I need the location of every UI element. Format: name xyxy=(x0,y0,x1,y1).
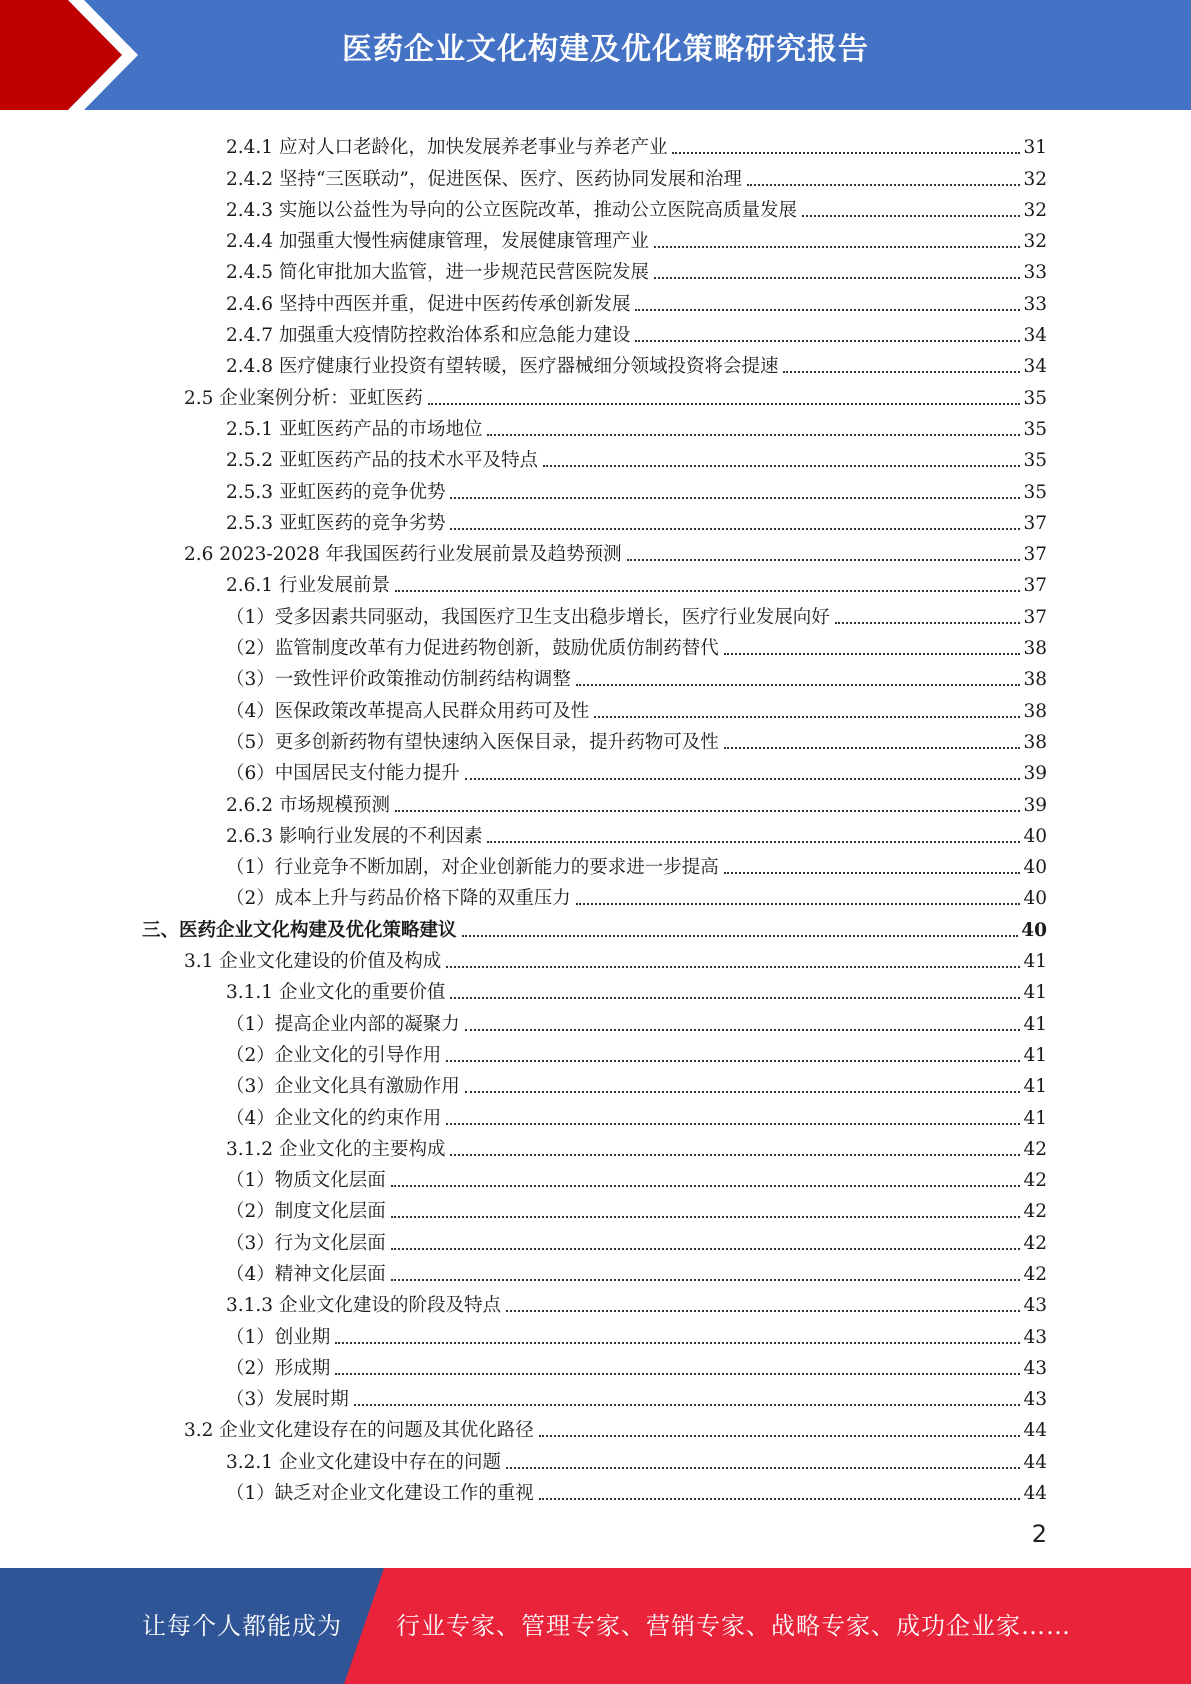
toc-entry[interactable] xyxy=(0,441,1191,472)
toc-dot-leader xyxy=(539,1497,1021,1500)
toc-entry-page: 32 xyxy=(1023,231,1047,253)
toc-entry-label: 2.4.5 简化审批加大监管，进一步规范民营医院发展 xyxy=(226,262,649,284)
toc-entry-label: （2）成本上升与药品价格下降的双重压力 xyxy=(226,888,571,910)
toc-entry-label: （2）监管制度改革有力促进药物创新，鼓励优质仿制药替代 xyxy=(226,638,719,660)
toc-dot-leader xyxy=(335,1341,1020,1344)
toc-dot-leader xyxy=(465,777,1021,780)
toc-entry-label: 2.4.6 坚持中西医并重，促进中医药传承创新发展 xyxy=(226,293,631,315)
toc-entry-page: 37 xyxy=(1023,606,1047,628)
toc-entry[interactable] xyxy=(0,1098,1191,1129)
toc-entry-page: 35 xyxy=(1023,418,1047,440)
toc-entry-label: 2.5 企业案例分析：亚虹医药 xyxy=(184,387,423,409)
toc-entry-label: （1）提高企业内部的凝聚力 xyxy=(226,1013,460,1035)
toc-entry-page: 44 xyxy=(1023,1483,1047,1505)
toc-entry[interactable] xyxy=(0,1161,1191,1192)
toc-entry-label: 2.4.8 医疗健康行业投资有望转暖，医疗器械细分领域投资将会提速 xyxy=(226,356,779,378)
toc-entry-page: 31 xyxy=(1023,137,1047,159)
toc-entry[interactable] xyxy=(0,472,1191,503)
toc-entry-label: 2.5.3 亚虹医药的竞争劣势 xyxy=(226,512,446,534)
toc-dot-leader xyxy=(446,1122,1020,1125)
toc-entry-page: 32 xyxy=(1023,199,1047,221)
document-title: 医药企业文化构建及优化策略研究报告 xyxy=(342,32,869,67)
toc-entry[interactable] xyxy=(0,378,1191,409)
toc-entry[interactable] xyxy=(0,1067,1191,1098)
toc-entry-label: （2）形成期 xyxy=(226,1357,331,1379)
toc-entry[interactable] xyxy=(0,785,1191,816)
toc-entry[interactable] xyxy=(0,723,1191,754)
toc-entry-page: 44 xyxy=(1023,1451,1047,1473)
toc-entry-page: 34 xyxy=(1023,325,1047,347)
toc-dot-leader xyxy=(747,183,1021,186)
toc-entry-label: 2.5.2 亚虹医药产品的技术水平及特点 xyxy=(226,450,538,472)
toc-dot-leader xyxy=(391,1215,1021,1218)
toc-entry[interactable] xyxy=(0,191,1191,222)
toc-entry-page: 40 xyxy=(1021,919,1047,941)
toc-entry[interactable] xyxy=(0,597,1191,628)
toc-entry[interactable] xyxy=(0,879,1191,910)
toc-entry-label: 2.5.1 亚虹医药产品的市场地位 xyxy=(226,418,483,440)
toc-entry-page: 40 xyxy=(1023,888,1047,910)
toc-entry-page: 38 xyxy=(1023,638,1047,660)
toc-entry-page: 43 xyxy=(1023,1357,1047,1379)
toc-entry-label: 2.6.2 市场规模预测 xyxy=(226,794,390,816)
toc-entry[interactable] xyxy=(0,284,1191,315)
toc-dot-leader xyxy=(446,965,1020,968)
footer-slogan-right: 行业专家、管理专家、营销专家、战略专家、成功企业家…… xyxy=(396,1612,1071,1640)
toc-dot-leader xyxy=(783,370,1020,373)
toc-dot-leader xyxy=(672,151,1020,154)
toc-entry-page: 37 xyxy=(1023,544,1047,566)
toc-entry[interactable] xyxy=(0,973,1191,1004)
toc-entry-label: （1）创业期 xyxy=(226,1326,331,1348)
toc-entry-page: 41 xyxy=(1023,982,1047,1004)
toc-entry-label: 2.6.1 行业发展前景 xyxy=(226,575,390,597)
toc-dot-leader xyxy=(802,214,1020,217)
page-footer xyxy=(0,1568,1191,1684)
toc-entry-page: 32 xyxy=(1023,168,1047,190)
toc-dot-leader xyxy=(450,1153,1020,1156)
toc-entry-page: 33 xyxy=(1023,293,1047,315)
toc-dot-leader xyxy=(391,1184,1021,1187)
toc-entry-page: 42 xyxy=(1023,1263,1047,1285)
toc-entry[interactable] xyxy=(0,1192,1191,1223)
page-number: 2 xyxy=(1031,1520,1047,1548)
toc-entry-page: 37 xyxy=(1023,512,1047,534)
toc-dot-leader xyxy=(594,715,1020,718)
toc-dot-leader xyxy=(654,245,1020,248)
toc-entry-label: 3.2.1 企业文化建设中存在的问题 xyxy=(226,1451,501,1473)
toc-entry-page: 38 xyxy=(1023,700,1047,722)
toc-entry[interactable] xyxy=(0,942,1191,973)
toc-entry-label: （1）缺乏对企业文化建设工作的重视 xyxy=(226,1483,534,1505)
toc-entry[interactable] xyxy=(0,1317,1191,1348)
toc-entry-label: 3.1.2 企业文化的主要构成 xyxy=(226,1138,446,1160)
toc-dot-leader xyxy=(543,464,1020,467)
toc-entry-label: 2.6 2023-2028 年我国医药行业发展前景及趋势预测 xyxy=(184,544,622,566)
toc-entry[interactable] xyxy=(0,504,1191,535)
toc-entry-label: （2）制度文化层面 xyxy=(226,1201,386,1223)
toc-dot-leader xyxy=(450,527,1020,530)
footer-slogan-left: 让每个人都能成为 xyxy=(142,1612,342,1640)
toc-entry-page: 40 xyxy=(1023,825,1047,847)
toc-dot-leader xyxy=(395,589,1020,592)
toc-entry-page: 33 xyxy=(1023,262,1047,284)
toc-dot-leader xyxy=(627,558,1021,561)
toc-entry-label: 三、医药企业文化构建及优化策略建议 xyxy=(142,919,457,941)
toc-entry-label: 2.4.4 加强重大慢性病健康管理，发展健康管理产业 xyxy=(226,231,649,253)
toc-entry-page: 42 xyxy=(1023,1138,1047,1160)
toc-entry[interactable] xyxy=(0,159,1191,190)
table-of-contents xyxy=(0,128,1191,1505)
toc-entry-label: 2.4.2 坚持“三医联动”，促进医保、医疗、医药协同发展和治理 xyxy=(226,168,742,190)
toc-entry-label: 3.1 企业文化建设的价值及构成 xyxy=(184,951,442,973)
toc-entry[interactable] xyxy=(0,1411,1191,1442)
toc-dot-leader xyxy=(506,1309,1020,1312)
toc-entry[interactable] xyxy=(0,660,1191,691)
toc-entry-page: 44 xyxy=(1023,1420,1047,1442)
toc-entry[interactable] xyxy=(0,253,1191,284)
toc-entry-label: （2）企业文化的引导作用 xyxy=(226,1044,442,1066)
toc-entry[interactable] xyxy=(0,1474,1191,1505)
toc-dot-leader xyxy=(724,746,1021,749)
toc-entry-page: 43 xyxy=(1023,1295,1047,1317)
toc-entry-label: （5）更多创新药物有望快速纳入医保目录，提升药物可及性 xyxy=(226,731,719,753)
toc-entry-label: （6）中国居民支付能力提升 xyxy=(226,763,460,785)
toc-dot-leader xyxy=(465,1090,1021,1093)
toc-dot-leader xyxy=(576,683,1021,686)
toc-entry-label: （1）物质文化层面 xyxy=(226,1170,386,1192)
toc-dot-leader xyxy=(506,1466,1020,1469)
toc-entry[interactable] xyxy=(0,1223,1191,1254)
toc-entry[interactable] xyxy=(0,1036,1191,1067)
toc-entry-page: 40 xyxy=(1023,857,1047,879)
toc-entry[interactable] xyxy=(0,1380,1191,1411)
toc-entry-page: 42 xyxy=(1023,1170,1047,1192)
toc-entry-label: （4）企业文化的约束作用 xyxy=(226,1107,442,1129)
toc-entry-label: （1）行业竞争不断加剧，对企业创新能力的要求进一步提高 xyxy=(226,857,719,879)
toc-entry-page: 35 xyxy=(1023,450,1047,472)
toc-entry[interactable] xyxy=(0,754,1191,785)
toc-entry-label: 3.2 企业文化建设存在的问题及其优化路径 xyxy=(184,1420,534,1442)
toc-entry[interactable] xyxy=(0,691,1191,722)
toc-entry-page: 41 xyxy=(1023,1076,1047,1098)
toc-dot-leader xyxy=(446,1059,1020,1062)
toc-dot-leader xyxy=(391,1278,1021,1281)
toc-entry-page: 39 xyxy=(1023,763,1047,785)
toc-entry-label: （3）一致性评价政策推动仿制药结构调整 xyxy=(226,669,571,691)
toc-dot-leader xyxy=(395,809,1020,812)
toc-dot-leader xyxy=(635,339,1020,342)
toc-dot-leader xyxy=(450,496,1020,499)
toc-entry[interactable] xyxy=(0,629,1191,660)
toc-entry-page: 43 xyxy=(1023,1389,1047,1411)
toc-entry[interactable] xyxy=(0,1130,1191,1161)
toc-entry-page: 39 xyxy=(1023,794,1047,816)
toc-entry-label: （3）行为文化层面 xyxy=(226,1232,386,1254)
toc-entry-page: 42 xyxy=(1023,1232,1047,1254)
page-header xyxy=(0,0,1191,110)
toc-entry[interactable] xyxy=(0,1349,1191,1380)
toc-entry[interactable] xyxy=(0,817,1191,848)
toc-entry[interactable] xyxy=(0,535,1191,566)
toc-dot-leader xyxy=(635,308,1020,311)
toc-entry-page: 42 xyxy=(1023,1201,1047,1223)
toc-entry-label: 2.5.3 亚虹医药的竞争优势 xyxy=(226,481,446,503)
toc-entry-label: 2.4.7 加强重大疫情防控救治体系和应急能力建设 xyxy=(226,325,631,347)
toc-entry-page: 38 xyxy=(1023,669,1047,691)
toc-entry-label: 3.1.1 企业文化的重要价值 xyxy=(226,982,446,1004)
toc-dot-leader xyxy=(462,934,1019,937)
toc-dot-leader xyxy=(487,433,1020,436)
toc-dot-leader xyxy=(428,402,1021,405)
toc-dot-leader xyxy=(335,1372,1020,1375)
toc-dot-leader xyxy=(654,276,1020,279)
toc-entry[interactable] xyxy=(0,128,1191,159)
toc-entry[interactable] xyxy=(0,848,1191,879)
toc-entry-label: 3.1.3 企业文化建设的阶段及特点 xyxy=(226,1295,501,1317)
toc-entry-label: （4）精神文化层面 xyxy=(226,1263,386,1285)
toc-entry-label: （4）医保政策改革提高人民群众用药可及性 xyxy=(226,700,590,722)
toc-entry-label: 2.4.3 实施以公益性为导向的公立医院改革，推动公立医院高质量发展 xyxy=(226,199,797,221)
toc-entry-label: 2.4.1 应对人口老龄化，加快发展养老事业与养老产业 xyxy=(226,137,668,159)
toc-entry[interactable] xyxy=(0,347,1191,378)
toc-entry-page: 34 xyxy=(1023,356,1047,378)
toc-entry[interactable] xyxy=(0,1004,1191,1035)
toc-entry-label: （1）受多因素共同驱动，我国医疗卫生支出稳步增长，医疗行业发展向好 xyxy=(226,606,830,628)
toc-dot-leader xyxy=(465,1028,1021,1031)
toc-dot-leader xyxy=(391,1247,1021,1250)
toc-entry-page: 41 xyxy=(1023,951,1047,973)
toc-entry-label: （3）企业文化具有激励作用 xyxy=(226,1076,460,1098)
toc-dot-leader xyxy=(724,652,1021,655)
toc-entry-page: 38 xyxy=(1023,731,1047,753)
toc-entry[interactable] xyxy=(0,222,1191,253)
toc-dot-leader xyxy=(835,621,1021,624)
toc-dot-leader xyxy=(576,902,1021,905)
toc-entry-label: （3）发展时期 xyxy=(226,1389,349,1411)
toc-entry[interactable] xyxy=(0,910,1191,941)
toc-entry-page: 35 xyxy=(1023,387,1047,409)
toc-entry-page: 43 xyxy=(1023,1326,1047,1348)
toc-dot-leader xyxy=(450,996,1020,999)
toc-entry-page: 41 xyxy=(1023,1107,1047,1129)
toc-entry[interactable] xyxy=(0,316,1191,347)
toc-entry[interactable] xyxy=(0,566,1191,597)
toc-entry-page: 35 xyxy=(1023,481,1047,503)
toc-entry[interactable] xyxy=(0,1255,1191,1286)
toc-entry[interactable] xyxy=(0,1442,1191,1473)
toc-entry-page: 37 xyxy=(1023,575,1047,597)
toc-dot-leader xyxy=(354,1403,1021,1406)
toc-dot-leader xyxy=(539,1434,1021,1437)
toc-entry-label: 2.6.3 影响行业发展的不利因素 xyxy=(226,825,483,847)
toc-entry-page: 41 xyxy=(1023,1013,1047,1035)
toc-entry[interactable] xyxy=(0,1286,1191,1317)
toc-dot-leader xyxy=(487,840,1020,843)
toc-entry[interactable] xyxy=(0,410,1191,441)
toc-entry-page: 41 xyxy=(1023,1044,1047,1066)
toc-dot-leader xyxy=(724,871,1021,874)
